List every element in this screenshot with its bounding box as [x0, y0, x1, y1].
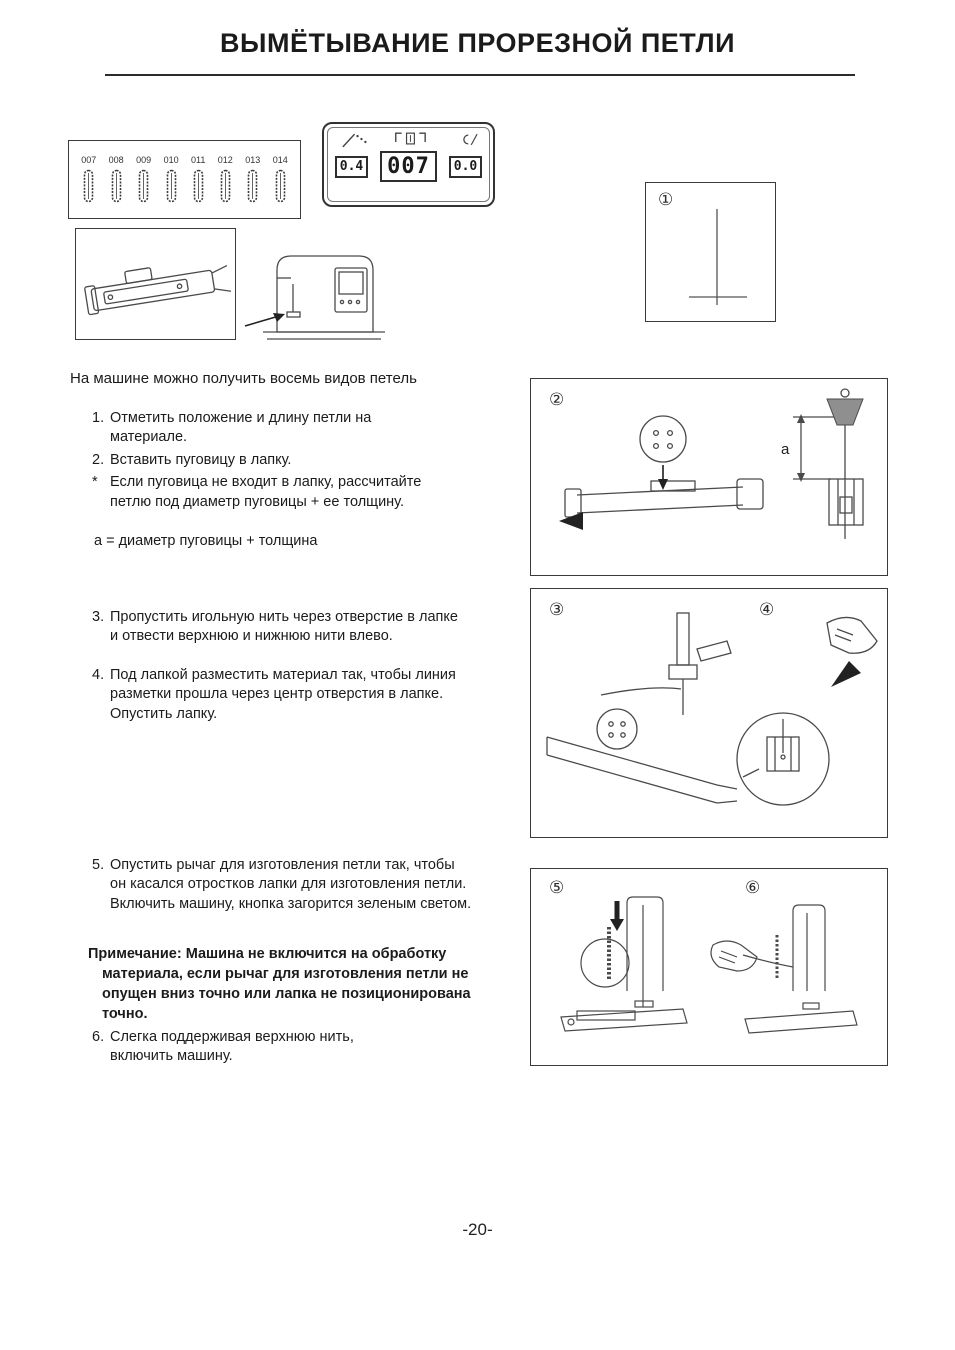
step-marker: *	[92, 474, 98, 491]
stitch-option	[273, 155, 288, 204]
figure-6-number: ⑥	[745, 878, 761, 897]
step-marker: 5.	[92, 857, 105, 873]
step-text: Опустить рычаг для изготовления петли так, чтобы он касался отростков лапки для изготовления петли. Включить машину, кнопка загорится зеленым светом.	[110, 857, 472, 912]
stitch-width-value: 0.4	[335, 156, 368, 178]
stitch-option	[164, 155, 179, 204]
buttonhole-stitch-icon	[274, 168, 287, 204]
dimension-a-label: a	[781, 441, 790, 458]
buttonhole-stitch-icon	[192, 168, 205, 204]
mark-cross-illustration	[646, 183, 777, 323]
step-marker: 2.	[92, 451, 105, 468]
stitch-option	[245, 155, 260, 204]
buttonhole-stitch-icon	[137, 168, 150, 204]
instructions-block-4	[92, 1028, 402, 1070]
instruction-note-asterisk	[92, 473, 434, 512]
instructions-block-3	[92, 856, 474, 917]
instruction-step-5	[92, 856, 474, 914]
instruction-step-4	[92, 666, 460, 724]
figure-5-number: ⑤	[549, 878, 565, 897]
stitch-number-label: 013	[245, 155, 261, 165]
stitch-length-value: 0.0	[449, 156, 482, 178]
step-marker: 3.	[92, 609, 105, 625]
stitch-pattern-panel	[68, 140, 301, 219]
figure-3-4-thread-and-fabric	[530, 588, 888, 838]
buttonhole-stitch-icon	[165, 168, 178, 204]
buttonhole-stitch-icon	[219, 168, 232, 204]
stitch-number-label: 007	[81, 155, 97, 165]
stitch-number-value: 007	[380, 151, 437, 182]
figure-3-number: ③	[549, 600, 565, 619]
buttonhole-stitch-icon	[110, 168, 123, 204]
sewing-machine-area	[243, 226, 398, 344]
lcd-values-row	[335, 151, 482, 182]
instruction-step-1	[92, 409, 434, 448]
intro-text: На машине можно получить восемь видов петель	[70, 370, 417, 387]
step-marker: 1.	[92, 410, 105, 426]
dimension-formula: а = диаметр пуговицы + толщина	[94, 533, 318, 550]
step-marker: 4.	[92, 666, 105, 683]
buttonhole-foot-box	[75, 228, 236, 340]
buttonhole-stitch-icon	[246, 168, 259, 204]
step-text: Если пуговица не входит в лапку, рассчитайте петлю под диаметр пуговицы + ее толщину.	[110, 474, 422, 510]
stitch-number-label: 014	[272, 155, 288, 165]
sewing-machine-illustration	[243, 226, 398, 344]
lcd-status-icons	[335, 130, 482, 150]
instructions-block-1	[92, 409, 434, 552]
stitch-number-label: 012	[217, 155, 233, 165]
stitch-option	[81, 155, 96, 204]
stitch-option	[136, 155, 151, 204]
instruction-step-6	[92, 1028, 402, 1067]
buttonhole-stitch-icon	[82, 168, 95, 204]
warning-note: Примечание: Машина не включится на обработку материала, если рычаг для изготовления петли не опущен вниз точно или лапка не позиционирована точно.	[88, 946, 471, 1022]
stitch-option	[109, 155, 124, 204]
lcd-display-panel	[322, 122, 495, 207]
step-text: Пропустить игольную нить через отверстие в лапке и отвести верхнюю и нижнюю нити влево.	[110, 609, 458, 645]
lcd-display-inner	[327, 127, 490, 202]
instruction-step-3	[92, 608, 460, 647]
step-marker: 6.	[92, 1029, 105, 1045]
title-underline	[105, 74, 855, 76]
buttonhole-foot-illustration	[76, 229, 237, 341]
page-title: ВЫМЁТЫВАНИЕ ПРОРЕЗНОЙ ПЕТЛИ	[220, 28, 735, 58]
buttonhole-lever-illustration	[531, 869, 889, 1067]
stitch-number-label: 009	[136, 155, 152, 165]
threading-illustration	[531, 589, 889, 839]
insert-button-illustration	[531, 379, 889, 577]
figure-5-6-lever-and-start	[530, 868, 888, 1066]
figure-1-number: ①	[658, 190, 674, 209]
page-number: -20-	[462, 1220, 493, 1239]
stitch-option	[218, 155, 233, 204]
instructions-block-2	[92, 608, 460, 727]
stitch-number-label: 008	[108, 155, 124, 165]
stitch-option	[191, 155, 205, 204]
figure-4-number: ④	[759, 600, 775, 619]
stitch-number-label: 011	[191, 155, 206, 165]
stitch-number-label: 010	[163, 155, 179, 165]
step-text: Слегка поддерживая верхнюю нить, включить машину.	[110, 1029, 354, 1065]
figure-2-number: ②	[549, 390, 565, 409]
step-text: Отметить положение и длину петли на материале.	[110, 410, 372, 446]
step-text: Вставить пуговицу в лапку.	[110, 451, 292, 468]
instruction-step-2	[92, 451, 434, 470]
step-text: Под лапкой разместить материал так, чтобы линия разметки прошла через центр отверстия в лапке. Опустить лапку.	[110, 666, 456, 722]
figure-2-insert-button	[530, 378, 888, 576]
figure-1-mark-position	[645, 182, 776, 322]
